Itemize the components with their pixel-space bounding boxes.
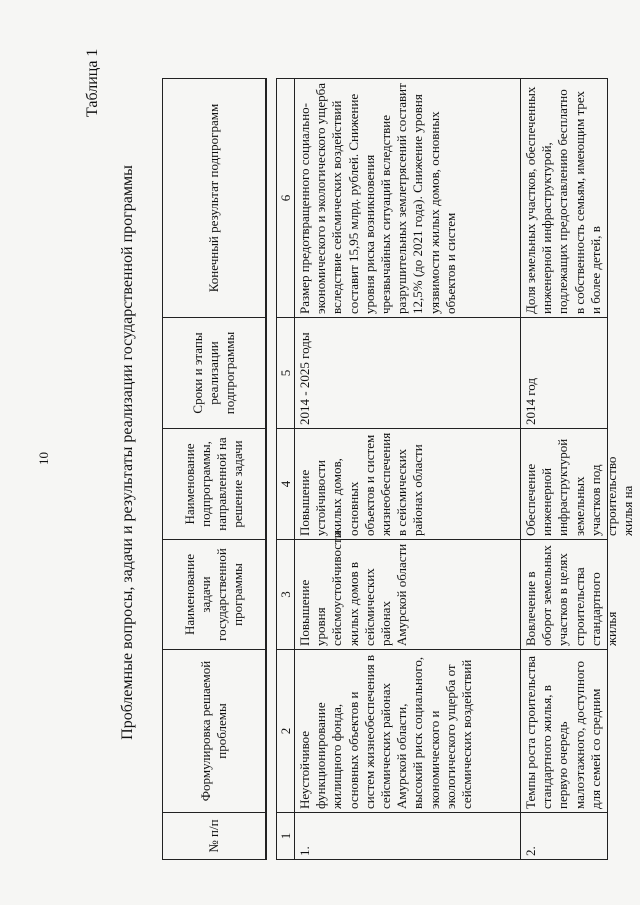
table-row-2-result: Доля земельных участков, обеспеченных инженерной инфраструктурой, подлежащих предоставлению бесплатно в собственность семьям, имеющим трех и более детей, в xyxy=(523,86,603,314)
table-row-1-task: Повышение уровня сейсмоустойчивости жилых домов в сейсмических районах Амурской области xyxy=(295,539,521,649)
header-cell-problem: Формулировка решаемой проблемы xyxy=(163,649,266,812)
header-cell-terms: Сроки и этапы реализации подпрограммы xyxy=(163,317,266,428)
table-row-2-problem: Темпы роста строительства стандартного жилья, в первую очередь малоэтажного, доступного для семей со средним xyxy=(521,649,607,812)
table-row-2-terms: 2014 год xyxy=(521,317,607,428)
body-table xyxy=(276,78,636,860)
header-cell-result: Конечный результат подпрограмм xyxy=(163,79,266,317)
page-number: 10 xyxy=(36,452,51,465)
index-cell: 4 xyxy=(277,428,295,539)
table-title: Проблемные вопросы, задачи и результаты реализации государственной программы xyxy=(119,165,136,740)
header-cell-num: № п/п xyxy=(163,812,266,859)
index-cell: 1 xyxy=(277,812,295,859)
table-row-1-num: 1. xyxy=(295,812,521,859)
table-row-2-num: 2. xyxy=(521,812,607,859)
table-row-1-terms: 2014 - 2025 годы xyxy=(295,317,521,428)
table-row-1-subprogram: Повышение устойчивости жилых домов, основных объектов и систем жизнеобеспечения в сейсмических районах области xyxy=(295,428,521,539)
table-label: Таблица 1 xyxy=(84,48,101,117)
index-cell: 2 xyxy=(277,649,295,812)
table-row-2-task: Вовлечение в оборот земельных участков в целях строительства стандартного жилья xyxy=(521,539,607,649)
index-cell: 3 xyxy=(277,539,295,649)
header-cell-task: Наименование задачи государственной программы xyxy=(163,539,266,649)
header-cell-subprogram: Наименование подпрограммы, направленной на решение задачи xyxy=(163,428,266,539)
index-cell: 6 xyxy=(277,79,295,317)
table-row-1-problem: Неустойчивое функционирование жилищного фонда, основных объектов и систем жизнеобеспечения в сейсмических районах Амурской области, высокий риск социального, экономического и экологического ущерба от сейсмических воздействий xyxy=(295,649,521,812)
header-table xyxy=(162,78,267,860)
index-cell: 5 xyxy=(277,317,295,428)
table-row-1-result: Размер предотвращенного социально-экономического и экологического ущерба вследствие сейсмических воздействий составит 15,95 млрд. рублей. Снижение уровня риска возникновения чрезвычайных ситуаций вследствие разрушительных землетрясений составит 12,5% (до 2021 года). Снижение уровня уязвимости жилых домов, основных объектов и систем xyxy=(295,79,521,317)
table-row-2-subprogram: Обеспечение инженерной инфраструктурой земельных участков под строительство жилья на xyxy=(521,428,607,539)
